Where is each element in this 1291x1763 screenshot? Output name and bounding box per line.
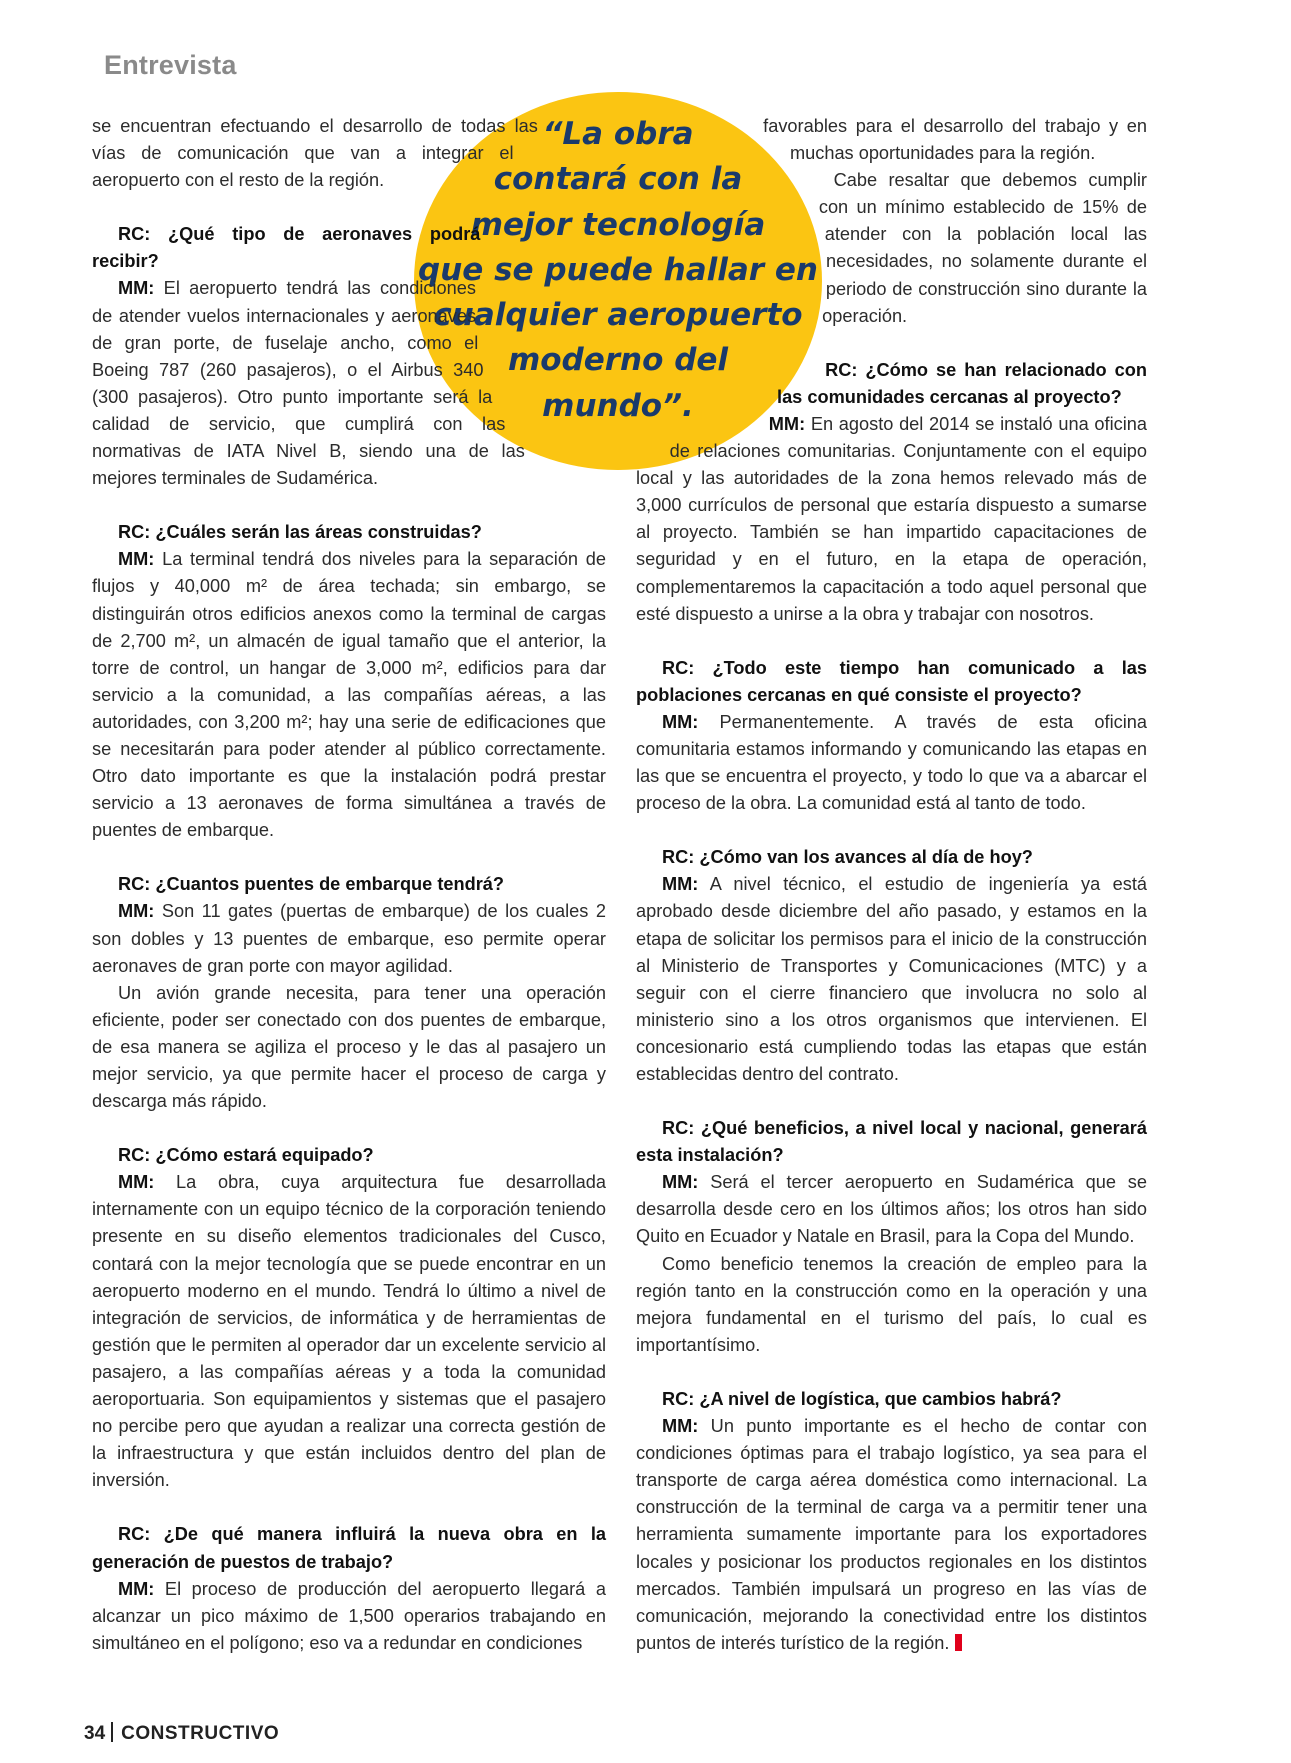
answer-text: La terminal tendrá dos niveles para la separación de flujos y 40,000 m² de área techada; sin embargo, se distinguirán otros edificios anexos como la terminal de cargas de 2,700 m², un almacén de igual tamaño que el anterior, la torre de control, un hangar de 3,000 m², edificios para dar servicio a la comunidad, a las compañías aéreas, a las autoridades, con 3,200 m²; hay una serie de edificaciones que se necesitarán para poder atender al público correctamente. Otro dato importante es que la instalación podrá prestar servicio a 13 aeronaves de forma simultánea a través de puentes de embarque.: [92, 549, 606, 841]
answer-text: Permanentemente. A través de esta oficina comunitaria estamos informando y comunicando las etapas en las que se encuentra el proyecto, y todo lo que va a abarcar el proceso de la obra. La comunidad está al tanto de todo.: [636, 711, 1147, 814]
footer-divider: [111, 1722, 113, 1742]
answer-text: La obra, cuya arquitectura fue desarrollada internamente con un equipo técnico de la corporación teniendo presente en su diseño elementos tradicionales del Cusco, contará con la mejor tecnología que se puede encontrar en un aeropuerto moderno en el mundo. Tendrá lo último a nivel de integración de servicios, de informática y de herramientas de gestión que le permiten al operador dar un excelente servicio al pasajero, a las compañías aéreas y a toda la comunidad aeroportuaria. Son equipamientos y sistemas que el pasajero no percibe pero que ayudan a realizar una correcta gestión de la infraestructura y que están incluidos dentro del plan de inversión.: [92, 1172, 606, 1491]
speaker: MM:: [118, 1578, 155, 1599]
answer: [636, 1413, 1147, 1657]
pull-quote-line: contará con la: [493, 161, 743, 198]
speaker: MM:: [118, 278, 155, 299]
right-column: [636, 113, 1147, 1657]
pull-quote-line: mejor tecnología: [470, 206, 766, 243]
pull-quote-line: mundo”.: [542, 387, 694, 424]
speaker: MM:: [662, 1172, 699, 1193]
paragraph: favorables para el desarrollo del trabajo y en muchas oportunidades para la región.: [763, 116, 1147, 164]
pull-quote-line: que se puede hallar en: [418, 251, 818, 288]
left-column: [92, 113, 606, 1657]
question: RC: ¿Cuantos puentes de embarque tendrá?: [118, 874, 505, 895]
speaker: MM:: [662, 711, 699, 732]
answer: [92, 898, 606, 979]
question: RC: ¿A nivel de logística, que cambios habrá?: [662, 1388, 1062, 1409]
speaker: MM:: [118, 1172, 155, 1193]
question: RC: ¿Qué tipo de aeronaves podrá recibir?: [92, 224, 481, 272]
answer-text: El proceso de producción del aeropuerto llegará a alcanzar un pico máximo de 1,500 operarios trabajando en simultáneo en el polígono; eso va a redundar en condiciones: [92, 1578, 606, 1653]
answer-text: Son 11 gates (puertas de embarque) de los cuales 2 son dobles y 13 puentes de embarque, eso permite operar aeronaves de gran porte con mayor agilidad.: [92, 901, 606, 976]
answer: [636, 709, 1147, 817]
answer: [92, 1169, 606, 1494]
pull-quote-line: cualquier aeropuerto: [433, 297, 803, 334]
answer: [92, 1576, 606, 1657]
speaker: MM:: [118, 901, 155, 922]
section-label: Entrevista: [104, 50, 237, 80]
paragraph: se encuentran efectuando el desarrollo de todas las vías de comunicación que van a integrar el aeropuerto con el resto de la región.: [92, 116, 538, 191]
end-mark: [955, 1634, 962, 1651]
answer-text: El aeropuerto tendrá las condiciones de atender vuelos internacionales y aeronaves de gran porte, de fuselaje ancho, como el Boeing 787 (260 pasajeros), o el Airbus 340 (300 pasajeros). Otro punto importante será la calidad de servicio, que cumplirá con las normativas de IATA Nivel B, siendo una de las mejores terminales de Sudamérica.: [92, 278, 525, 489]
answer-text: A nivel técnico, el estudio de ingeniería ya está aprobado desde diciembre del año pasado, y estamos en la etapa de solicitar los permisos para el inicio de la construcción al Ministerio de Transportes y Comunicaciones (MTC) y a seguir con el cierre financiero que involucra no solo al ministerio sino a los otros organismos que intervienen. El concesionario está cumpliendo todas las etapas que están establecidas dentro del contrato.: [636, 874, 1147, 1084]
page-number: 34: [84, 1723, 106, 1744]
answer: [636, 1169, 1147, 1250]
answer: [636, 411, 1147, 628]
question: RC: ¿Cómo estará equipado?: [118, 1145, 374, 1166]
paragraph: Como beneficio tenemos la creación de empleo para la región tanto en la construcción como en la operación y una mejora fundamental en el turismo del país, lo cual es importantísimo.: [636, 1253, 1147, 1355]
speaker: MM:: [662, 1416, 699, 1437]
paragraph: Un avión grande necesita, para tener una operación eficiente, poder ser conectado con dos puentes de embarque, de esa manera se agiliza el proceso y le das al pasajero un mejor servicio, ya que permite hacer el proceso de carga y descarga más rápido.: [92, 982, 606, 1112]
question: RC: ¿Cómo se han relacionado con las comunidades cercanas al proyecto?: [777, 359, 1147, 407]
speaker: MM:: [768, 413, 806, 434]
question: RC: ¿Cuáles serán las áreas construidas?: [118, 522, 482, 543]
magazine-name: CONSTRUCTIVO: [121, 1723, 280, 1744]
speaker: MM:: [118, 549, 155, 570]
question: RC: ¿De qué manera influirá la nueva obra en la generación de puestos de trabajo?: [92, 1524, 606, 1572]
pull-quote-line: “La obra: [542, 116, 694, 152]
paragraph: Cabe resaltar que debemos cumplir con un mínimo establecido de 15% de atender con la población local las necesidades, no solamente durante el periodo de construcción sino durante la operación.: [818, 170, 1147, 326]
answer: [92, 546, 606, 844]
answer-text: Un punto importante es el hecho de contar con condiciones óptimas para el trabajo logístico, ya sea para el transporte de carga aérea doméstica como internacional. La construcción de la terminal de carga va a permitir tener una herramienta sumamente importante para los exportadores locales y posicionar los productos regionales en los distintos mercados. También impulsará un progreso en las vías de comunicación, mejorando la conectividad entre los distintos puntos de interés turístico de la región.: [636, 1416, 1147, 1653]
question: RC: ¿Todo este tiempo han comunicado a las poblaciones cercanas en qué consiste el proyecto?: [636, 657, 1147, 705]
answer: [636, 871, 1147, 1088]
question: RC: ¿Cómo van los avances al día de hoy?: [662, 847, 1033, 868]
question: RC: ¿Qué beneficios, a nivel local y nacional, generará esta instalación?: [636, 1118, 1147, 1166]
page-footer: [84, 1722, 279, 1745]
speaker: MM:: [662, 874, 699, 895]
answer-text: Será el tercer aeropuerto en Sudamérica que se desarrolla desde cero en los últimos años; los otros han sido Quito en Ecuador y Natale en Brasil, para la Copa del Mundo.: [636, 1172, 1147, 1247]
pull-quote-line: moderno del: [507, 342, 729, 379]
answer-text: En agosto del 2014 se instaló una oficina de relaciones comunitarias. Conjuntamente con el equipo local y las autoridades de la zona hemos relevado más de 3,000 currículos de personal que estaría dispuesto a sumarse al proyecto. También se han impartido capacitaciones de seguridad y en el futuro, en la etapa de operación, complementaremos la capacitación a todo aquel personal que esté dispuesto a unirse a la obra y trabajar con nosotros.: [636, 413, 1147, 624]
